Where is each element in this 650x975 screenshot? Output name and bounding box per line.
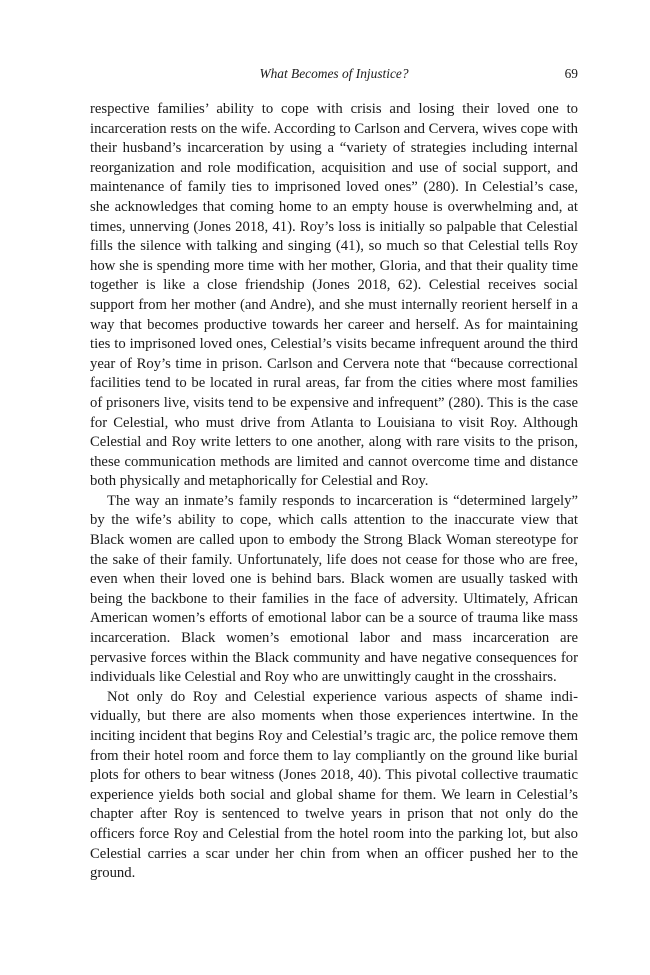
paragraph: Not only do Roy and Celestial experience various aspects of shame individually, but there are also moments when those experiences intertwine. In the inciting incident that begins Roy and Celestial’s tragic arc, the police remove them from their hotel room and force them to lay compliantly on the ground like burial plots for others to bear witness (Jones 2018, 40). This pivotal collective traumatic experience yields both social and global shame for them. We learn in Celestial’s chapter after Roy is sentenced to twelve years in prison that not only do the officers force Roy and Celestial from the hotel room into the parking lot, but also Celestial carries a scar under her chin from when an officer pushed her to the ground.	[90, 688, 578, 882]
page-number: 69	[564, 66, 578, 81]
paragraph-continued: respective families’ ability to cope with crisis and losing their loved one to incarceration rests on the wife. According to Carlson and Cervera, wives cope with their husband’s incarceration by using a “variety of strategies including internal reorganization and role modification, acquisition and use of social support, and maintenance of family ties to imprisoned loved ones” (280). In Celestial’s case, she acknowledges that coming home to an empty house is overwhelming and, at times, unnerving (Jones 2018, 41). Roy’s loss is initially so palpable that Celestial fills the silence with talking and singing (41), so much so that Celestial tells Roy how she is spending more time with her mother, Gloria, and that their quality time together is like a close friendship (Jones 2018, 62). Celestial receives social support from her mother (and Andre), and she must internally reorient herself in a way that becomes productive towards her career and herself. As for maintaining ties to imprisoned loved ones, Celestial’s visits became infrequent around the third year of Roy’s time in prison. Carlson and Cervera note that “because correctional facilities tend to be located in rural areas, far from the cities where most families of prisoners live, visits tend to be expensive and infrequent” (280). This is the case for Celestial, who must drive from Atlanta to Louisiana to visit Roy. Although Celestial and Roy write letters to one another, along with rare visits to the prison, these communication methods are limited and cannot overcome time and distance both physically and metaphorically for Celestial and Roy.	[90, 101, 578, 490]
body-text	[90, 100, 578, 884]
book-page	[90, 66, 578, 884]
running-title: What Becomes of Injustice?	[259, 66, 409, 81]
running-header	[90, 66, 578, 88]
paragraph: The way an inmate’s family responds to incarceration is “determined largely” by the wife’s ability to cope, which calls attention to the inaccurate view that Black women are called upon to embody the Strong Black Woman stereotype for the sake of their family. Unfortunately, life does not cease for those who are free, even when their loved one is behind bars. Black women are usually tasked with being the backbone to their families in the face of adversity. Ultimately, African American women’s efforts of emotional labor can be a source of trauma like mass incarceration. Black women’s emotional labor and mass incarceration are pervasive forces within the Black community and have negative consequences for individuals like Celestial and Roy who are unwittingly caught in the crosshairs.	[90, 492, 578, 686]
